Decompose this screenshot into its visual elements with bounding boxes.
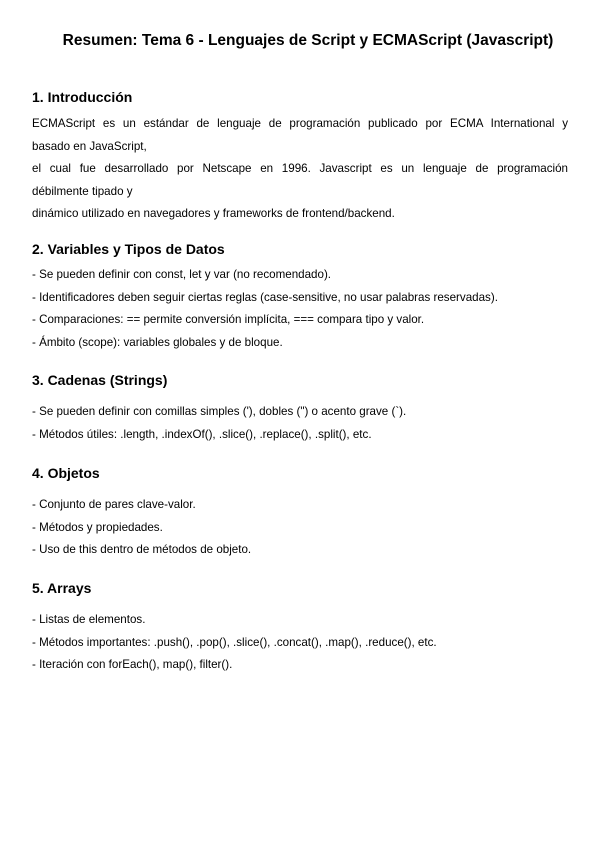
list-item: - Identificadores deben seguir ciertas reglas (case-sensitive, no usar palabras reservadas).: [32, 290, 498, 304]
list-item: - Métodos útiles: .length, .indexOf(), .slice(), .replace(), .split(), etc.: [32, 427, 372, 441]
section-heading: 5. Arrays: [32, 580, 92, 596]
list-item: - Se pueden definir con const, let y var (no recomendado).: [32, 268, 332, 281]
section-cadenas: [32, 371, 568, 446]
section-heading: 4. Objetos: [32, 465, 100, 481]
section-heading: 1. Introducción: [32, 89, 133, 105]
paragraph-line: ECMAScript es un estándar de lenguaje de programación publicado por ECMA International y: [32, 117, 568, 130]
section-arrays: [32, 579, 568, 677]
bullet-list: [32, 609, 568, 677]
list-item: - Métodos y propiedades.: [32, 520, 163, 534]
bullet-list: [32, 494, 568, 562]
list-item: - Uso de this dentro de métodos de objeto.: [32, 543, 252, 556]
list-item: - Conjunto de pares clave-valor.: [32, 498, 196, 511]
list-item: - Ámbito (scope): variables globales y de bloque.: [32, 335, 283, 349]
list-item: - Se pueden definir con comillas simples ('), dobles (") o acento grave (`).: [32, 405, 407, 418]
list-item: - Iteración con forEach(), map(), filter().: [32, 658, 233, 671]
section-heading: 2. Variables y Tipos de Datos: [32, 241, 225, 257]
list-item: - Comparaciones: == permite conversión implícita, === compara tipo y valor.: [32, 313, 425, 326]
list-item: - Métodos importantes: .push(), .pop(), .slice(), .concat(), .map(), .reduce(), etc.: [32, 635, 437, 649]
document-title: Resumen: Tema 6 - Lenguajes de Script y ECMAScript (Javascript): [62, 32, 554, 49]
bullet-list: [32, 264, 568, 354]
section-heading: 3. Cadenas (Strings): [32, 372, 168, 388]
section-objetos: [32, 464, 568, 562]
paragraph-line: dinámico utilizado en navegadores y frameworks de frontend/backend.: [32, 207, 395, 220]
section-introduccion: [32, 88, 568, 226]
list-item: - Listas de elementos.: [32, 613, 146, 626]
section-variables: [32, 240, 568, 354]
paragraph-line: débilmente tipado y: [32, 184, 133, 198]
paragraph-line: el cual fue desarrollado por Netscape en 1996. Javascript es un lenguaje de programación: [32, 162, 568, 175]
bullet-list: [32, 401, 568, 446]
paragraph-line: basado en JavaScript,: [32, 139, 147, 153]
section-paragraph: [32, 113, 568, 226]
